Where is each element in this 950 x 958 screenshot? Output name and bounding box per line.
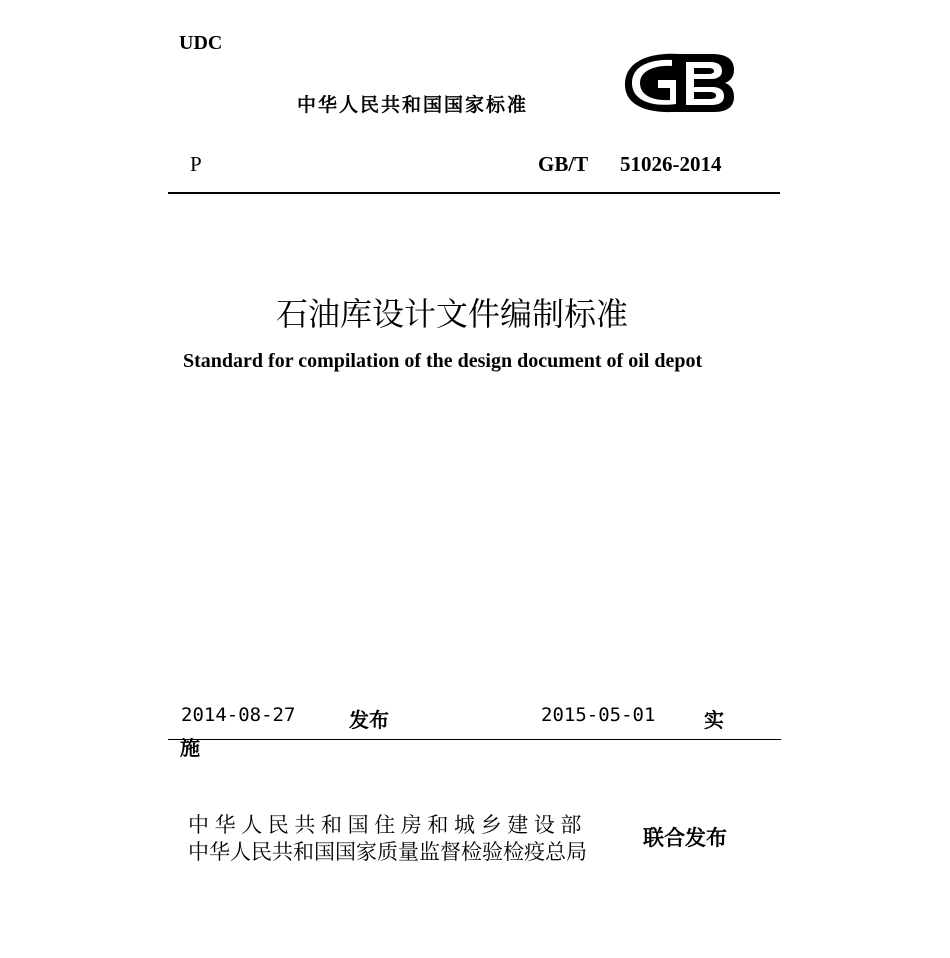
- issue-label: 发布: [349, 708, 389, 732]
- standard-number: 51026-2014: [620, 152, 722, 176]
- gb-logo-mark: [625, 54, 734, 112]
- standard-prefix: GB/T: [538, 152, 589, 176]
- joint-publish-label: 联合发布: [643, 826, 727, 850]
- implement-date: 2015-05-01: [541, 704, 656, 726]
- classification-code: P: [190, 152, 202, 176]
- dates-divider: [168, 739, 781, 740]
- publisher-ministry-1: 中华人民共和国住房和城乡建设部: [188, 813, 587, 837]
- udc-label: UDC: [179, 32, 223, 54]
- document-title-english: Standard for compilation of the design document of oil depot: [183, 350, 703, 372]
- gb-logo: [622, 52, 736, 114]
- issue-date: 2014-08-27: [181, 704, 296, 726]
- national-standard-heading: 中华人民共和国国家标准: [297, 94, 529, 116]
- header-divider: [168, 192, 780, 194]
- implement-label-part2: 施: [180, 736, 200, 760]
- document-title-chinese: 石油库设计文件编制标准: [276, 295, 629, 333]
- implement-label-part1: 实: [704, 708, 724, 732]
- publisher-ministry-2: 中华人民共和国国家质量监督检验检疫总局: [188, 840, 587, 864]
